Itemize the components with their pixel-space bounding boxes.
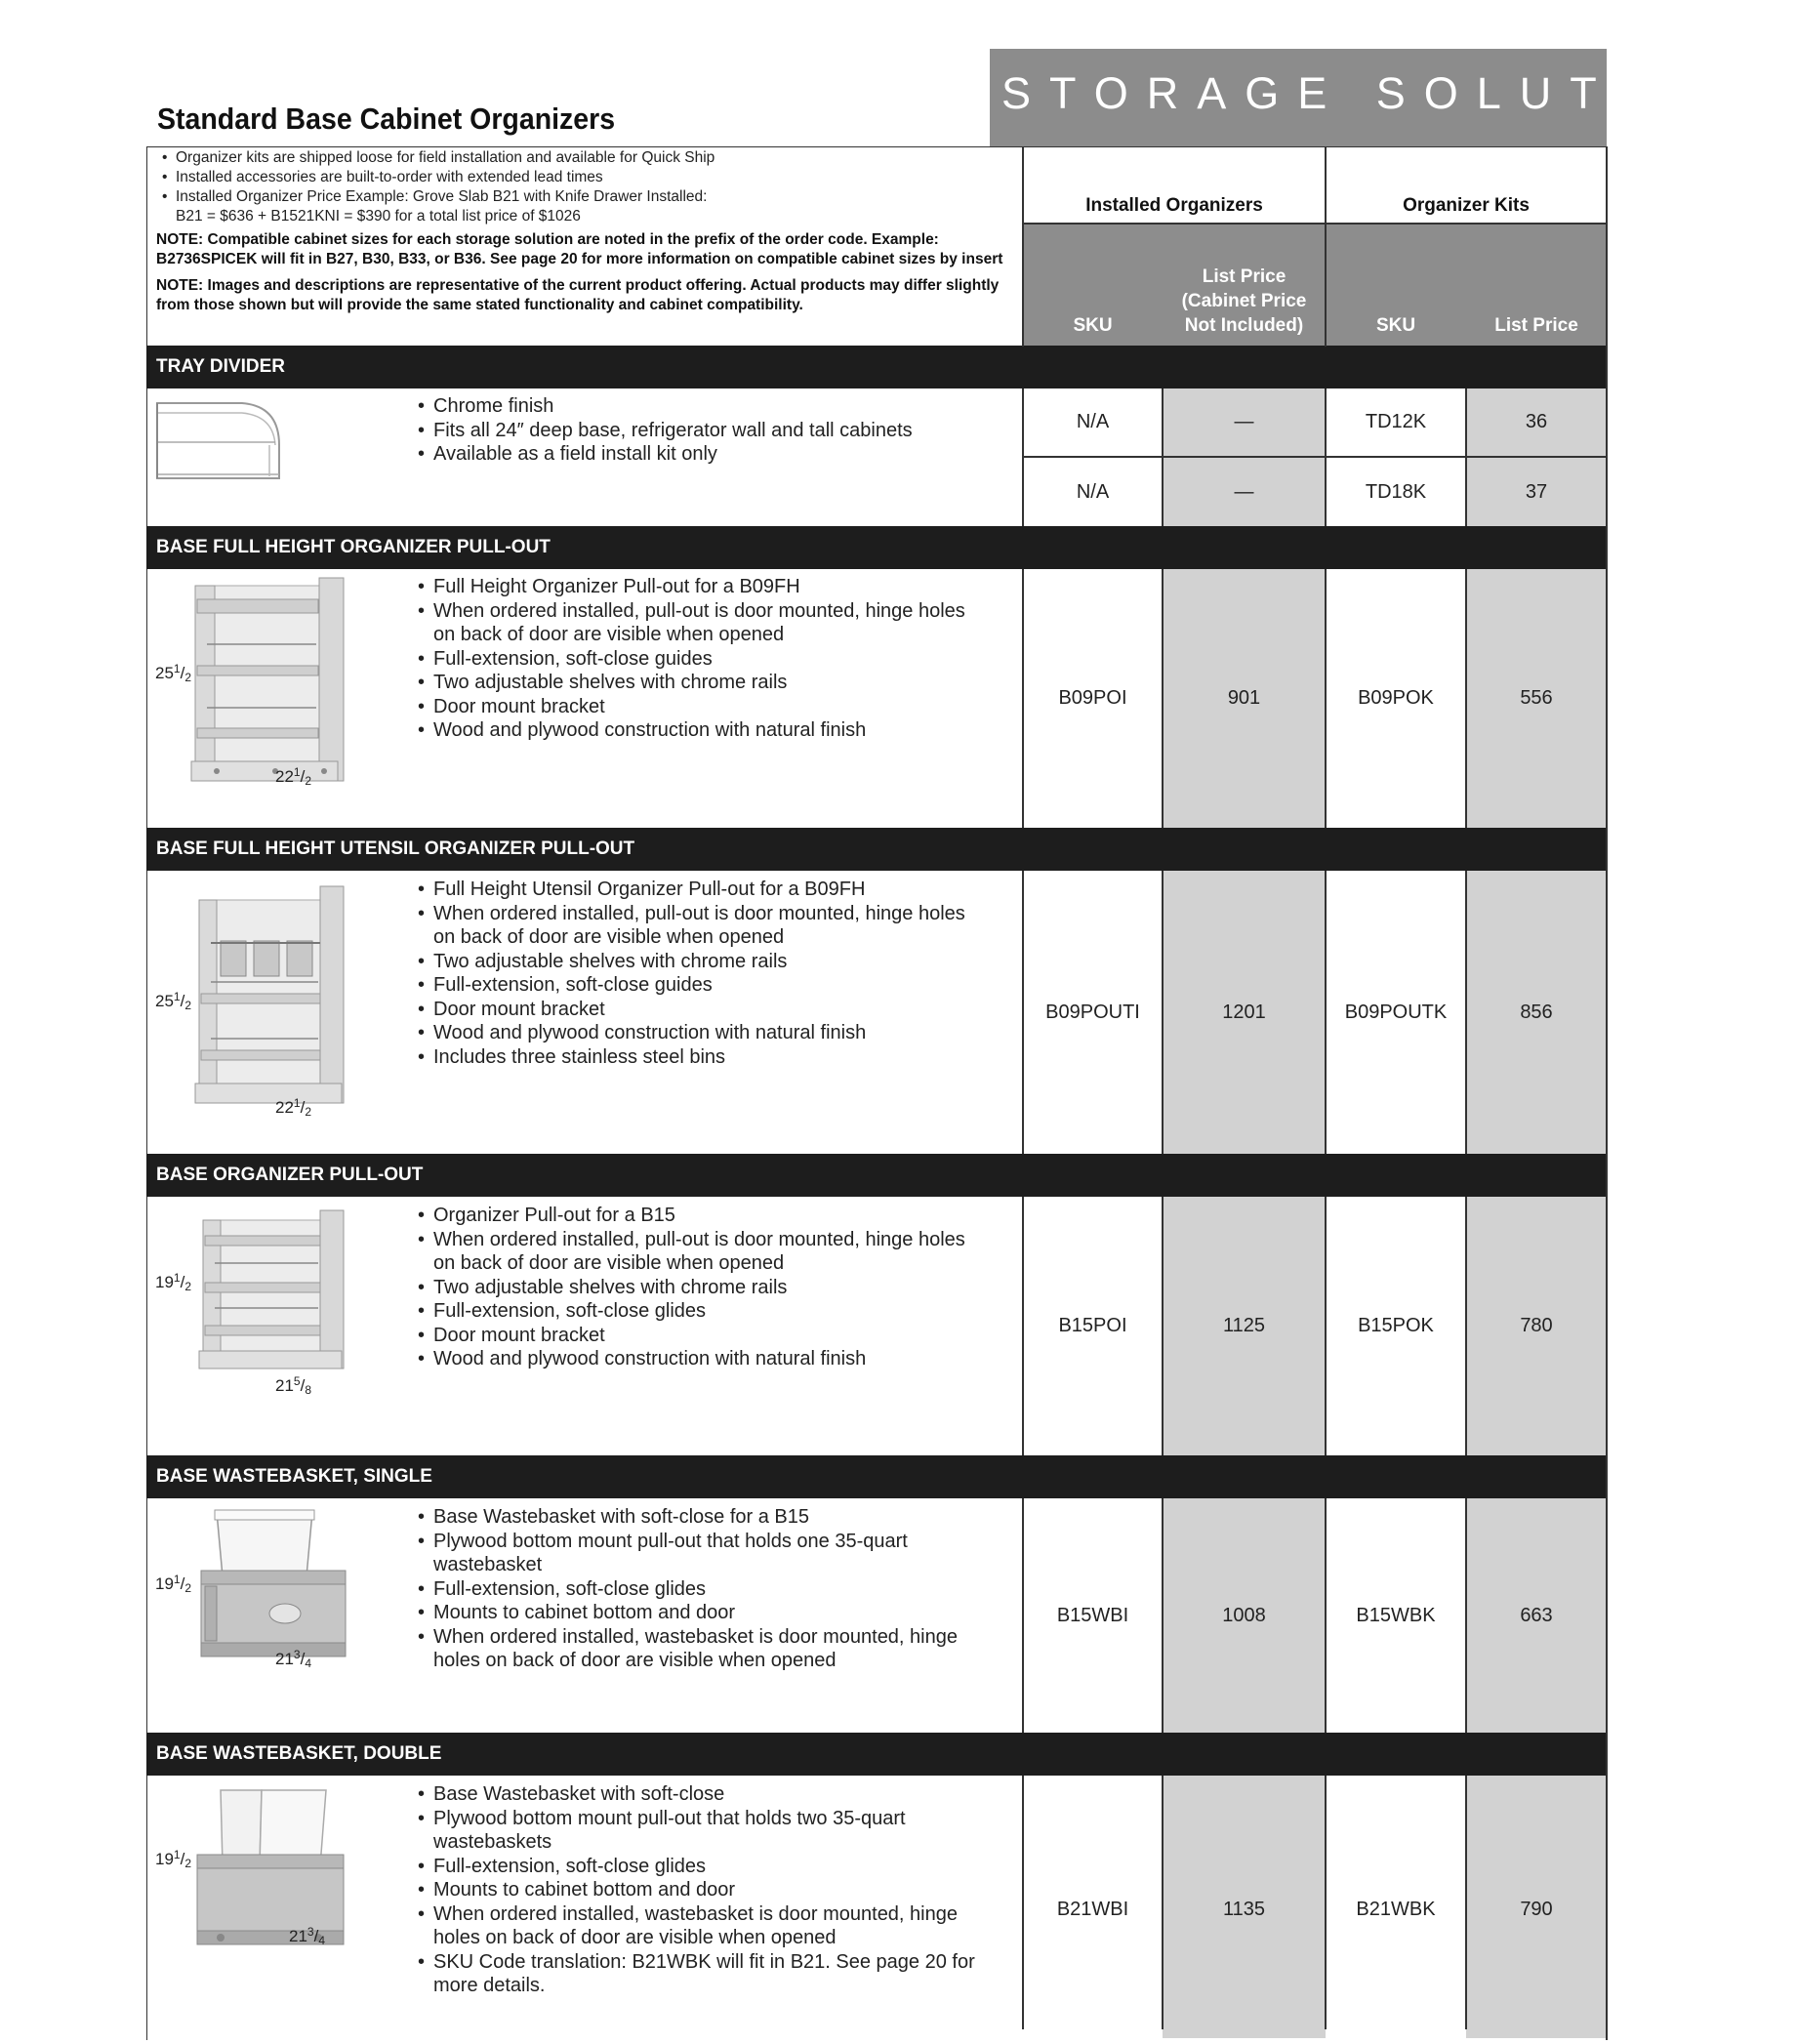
kit-sku-cell: B09POUTK	[1344, 1001, 1448, 1023]
storage-solutions-banner	[990, 49, 1797, 146]
note-bullet-continuation: B21 = $636 + B1521KNI = $390 for a total list price of $1026	[176, 208, 581, 225]
feature-bullet: • Base Wastebasket with soft-close	[418, 1782, 1013, 1807]
organizer-kits-group-header: Organizer Kits	[1403, 195, 1530, 216]
installed-sku-cell: B21WBI	[1056, 1899, 1129, 1920]
grid-line	[1022, 146, 1024, 347]
installed-price-cell: 1135	[1222, 1899, 1265, 1920]
feature-bullet: • When ordered installed, wastebasket is door mounted, hinge	[418, 1625, 1013, 1650]
section-header-wastebasket-double: BASE WASTEBASKET, DOUBLE	[146, 1733, 1607, 1776]
kit-price-cell: 780	[1520, 1315, 1553, 1336]
double-wastebasket-image	[191, 1786, 351, 1952]
note-bullet: • Installed accessories are built-to-order with extended lead times	[156, 168, 1015, 187]
feature-bullet: • When ordered installed, pull-out is door mounted, hinge holes	[418, 902, 1013, 926]
width-dimension: $21^5/_8$	[275, 1374, 312, 1397]
utensil-organizer-image	[191, 884, 353, 1109]
single-wastebasket-features	[418, 1505, 1013, 1673]
feature-bullet: • Two adjustable shelves with chrome rails	[418, 1276, 1013, 1300]
height-dimension: $25^1/_2$	[155, 662, 192, 684]
feature-bullet-continuation: holes on back of door are visible when opened	[433, 1927, 837, 1948]
feature-bullet: • Base Wastebasket with soft-close for a B15	[418, 1505, 1013, 1530]
notes-block	[156, 148, 1015, 314]
feature-bullet: • Door mount bracket	[418, 998, 1013, 1022]
height-dimension: $19^1/_2$	[155, 1573, 192, 1595]
section-header-full-height-organizer: BASE FULL HEIGHT ORGANIZER PULL-OUT	[146, 526, 1607, 569]
width-dimension: $21^3/_4$	[289, 1925, 326, 1947]
feature-bullet: • Two adjustable shelves with chrome rails	[418, 671, 1013, 695]
feature-bullet: • Door mount bracket	[418, 1324, 1013, 1348]
kit-price-cell: 36	[1525, 411, 1548, 432]
kit-price-cell: 663	[1520, 1604, 1553, 1626]
height-dimension: $19^1/_2$	[155, 1271, 192, 1293]
kit-sku-cell: TD12K	[1365, 411, 1427, 432]
feature-bullet: • Organizer Pull-out for a B15	[418, 1204, 1013, 1228]
installed-sku-header: SKU	[1023, 225, 1163, 346]
banner-text: STORAGE SOLUTIONS	[1001, 68, 1797, 118]
feature-bullet: • Full-extension, soft-close glides	[418, 1855, 1013, 1879]
section-header-base-organizer: BASE ORGANIZER PULL-OUT	[146, 1154, 1607, 1197]
feature-bullet: • Full-extension, soft-close guides	[418, 973, 1013, 998]
height-dimension: $25^1/_2$	[155, 990, 192, 1012]
note-bullet: • Organizer kits are shipped loose for field installation and available for Quick Ship	[156, 148, 1015, 168]
feature-bullet: • Plywood bottom mount pull-out that holds two 35-quart	[418, 1807, 1013, 1831]
feature-bullet: • Full Height Organizer Pull-out for a B09FH	[418, 575, 1013, 599]
full-height-organizer-image	[187, 576, 353, 787]
grid-line	[1022, 223, 1607, 225]
feature-bullet: • Full-extension, soft-close glides	[418, 1299, 1013, 1324]
compatibility-note: NOTE: Compatible cabinet sizes for each storage solution are noted in the prefix of the order code. Example: B2736SPICEK will fit in B27, B30, B33, or B36. See page 20 for more information on compatible cabinet sizes by insert	[156, 231, 1003, 267]
feature-bullet: • Mounts to cabinet bottom and door	[418, 1878, 1013, 1902]
feature-bullet: • Full Height Utensil Organizer Pull-out for a B09FH	[418, 878, 1013, 902]
kit-sku-header: SKU	[1326, 225, 1466, 346]
feature-bullet-continuation: wastebasket	[433, 1554, 543, 1575]
kit-sku-cell: TD18K	[1365, 480, 1427, 503]
feature-bullet: • Chrome finish	[418, 394, 1013, 419]
installed-sku-cell: B15WBI	[1056, 1604, 1129, 1626]
height-dimension: $19^1/_2$	[155, 1848, 192, 1870]
feature-bullet: • When ordered installed, pull-out is door mounted, hinge holes	[418, 599, 1013, 624]
section-header-wastebasket-single: BASE WASTEBASKET, SINGLE	[146, 1455, 1607, 1498]
installed-sku-cell: N/A	[1076, 480, 1110, 503]
feature-bullet: • Mounts to cabinet bottom and door	[418, 1601, 1013, 1625]
utensil-organizer-features	[418, 878, 1013, 1069]
tray-divider-image	[154, 398, 287, 482]
feature-bullet: • Wood and plywood construction with natural finish	[418, 718, 1013, 743]
installed-sku-cell: B09POI	[1058, 687, 1127, 709]
base-organizer-image	[195, 1208, 349, 1374]
width-dimension: $22^1/_2$	[275, 1096, 312, 1119]
tray-divider-features	[418, 394, 1013, 467]
feature-bullet-continuation: more details.	[433, 1975, 546, 1996]
installed-sku-cell: B09POUTI	[1045, 1001, 1140, 1023]
feature-bullet: • SKU Code translation: B21WBK will fit in B21. See page 20 for	[418, 1950, 1013, 1975]
feature-bullet: • Wood and plywood construction with natural finish	[418, 1021, 1013, 1045]
feature-bullet: • Fits all 24″ deep base, refrigerator wall and tall cabinets	[418, 419, 1013, 443]
double-wastebasket-features	[418, 1782, 1013, 1998]
installed-sku-cell: N/A	[1076, 411, 1110, 432]
installed-price-cell: 1125	[1222, 1315, 1265, 1336]
feature-bullet: • Two adjustable shelves with chrome rails	[418, 950, 1013, 974]
grid-line	[1325, 146, 1327, 347]
kit-sku-cell: B09POK	[1358, 687, 1434, 709]
kit-price-cell: 37	[1525, 480, 1548, 503]
installed-sku-cell: B15POI	[1058, 1315, 1127, 1336]
section-header-utensil-organizer: BASE FULL HEIGHT UTENSIL ORGANIZER PULL-OUT	[146, 828, 1607, 871]
width-dimension: $22^1/_2$	[275, 765, 312, 788]
kit-price-cell: 790	[1520, 1899, 1553, 1920]
feature-bullet-continuation: holes on back of door are visible when opened	[433, 1650, 837, 1671]
images-note: NOTE: Images and descriptions are representative of the current product offering. Actual products may differ slightly from those shown but will provide the same stated functionality and cabinet compatibility.	[156, 277, 1000, 313]
feature-bullet-continuation: on back of door are visible when opened	[433, 624, 785, 645]
single-wastebasket-image	[195, 1508, 351, 1664]
kit-sku-cell: B15POK	[1358, 1315, 1434, 1336]
installed-price-cell: —	[1234, 480, 1254, 503]
feature-bullet: • Full-extension, soft-close guides	[418, 647, 1013, 672]
feature-bullet: • Wood and plywood construction with natural finish	[418, 1347, 1013, 1371]
installed-organizers-group-header: Installed Organizers	[1085, 195, 1263, 216]
installed-price-cell: 901	[1227, 687, 1261, 709]
kit-sku-cell: B21WBK	[1356, 1899, 1436, 1920]
feature-bullet: • Door mount bracket	[418, 695, 1013, 719]
base-organizer-features	[418, 1204, 1013, 1371]
kit-list-price-header: List Price	[1466, 225, 1607, 346]
feature-bullet: • Includes three stainless steel bins	[418, 1045, 1013, 1070]
installed-price-cell: 1008	[1222, 1604, 1266, 1626]
feature-bullet: • Full-extension, soft-close glides	[418, 1577, 1013, 1602]
feature-bullet-continuation: on back of door are visible when opened	[433, 926, 785, 948]
kit-price-cell: 556	[1520, 687, 1553, 709]
feature-bullet-continuation: wastebaskets	[433, 1831, 552, 1853]
note-bullet: • Installed Organizer Price Example: Grove Slab B21 with Knife Drawer Installed:	[156, 187, 1015, 207]
kit-sku-cell: B15WBK	[1356, 1604, 1436, 1626]
feature-bullet-continuation: on back of door are visible when opened	[433, 1252, 785, 1274]
page-title: Standard Base Cabinet Organizers	[157, 102, 616, 136]
feature-bullet: • When ordered installed, wastebasket is door mounted, hinge	[418, 1902, 1013, 1927]
feature-bullet: • Plywood bottom mount pull-out that holds one 35-quart	[418, 1530, 1013, 1554]
section-header-tray-divider: TRAY DIVIDER	[146, 346, 1607, 388]
feature-bullet: • Available as a field install kit only	[418, 442, 1013, 467]
installed-list-price-header: List Price (Cabinet Price Not Included)	[1163, 225, 1326, 346]
installed-price-cell: —	[1234, 411, 1254, 432]
width-dimension: $21^3/_4$	[275, 1648, 312, 1670]
full-height-organizer-features	[418, 575, 1013, 743]
kit-price-cell: 856	[1520, 1001, 1553, 1023]
feature-bullet: • When ordered installed, pull-out is door mounted, hinge holes	[418, 1228, 1013, 1252]
installed-price-cell: 1201	[1222, 1001, 1266, 1023]
